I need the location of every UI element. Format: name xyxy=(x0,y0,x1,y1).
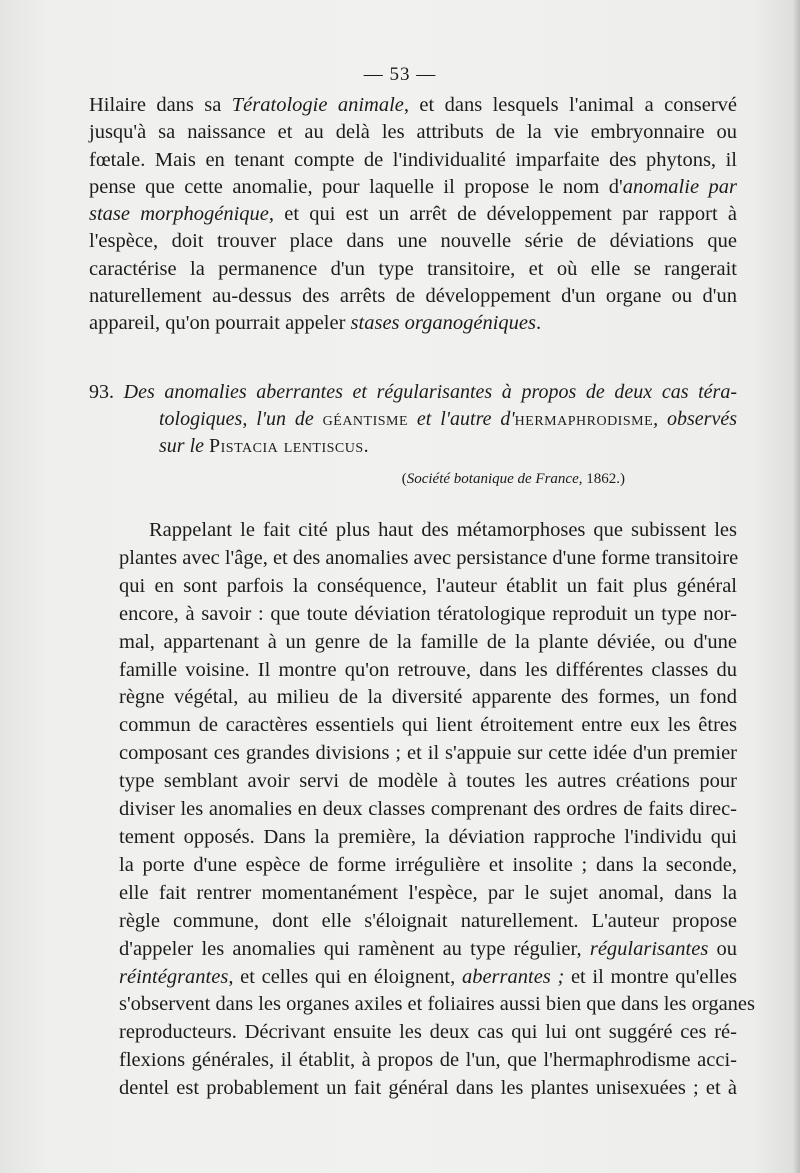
text-line: la porte d'une espèce de forme irrégulière et insolite ; dans la seconde, xyxy=(119,853,737,876)
page-edge xyxy=(794,0,800,1173)
heading-line: 93. Des anomalies aberrantes et régularisantes à propos de deux cas téra- xyxy=(89,381,737,403)
text-line: Hilaire dans sa Tératologie animale, et dans lesquels l'animal a conservé xyxy=(89,94,737,116)
text-line: type semblant avoir servi de modèle à toutes les autres créations pour xyxy=(119,770,737,793)
text-line: s'observent dans les organes axiles et foliaires aussi bien que dans les organes xyxy=(119,993,756,1016)
text-line: elle fait rentrer momentanément l'espèce, par le sujet anomal, dans la xyxy=(119,881,737,904)
section-number: 93. xyxy=(89,381,114,403)
text-line: réintégrantes, et celles qui en éloignent, aberrantes ; et il montre qu'elles xyxy=(119,965,738,988)
text-line: d'appeler les anomalies qui ramènent au type régulier, régularisantes ou xyxy=(119,937,738,960)
text-line: reproducteurs. Décrivant ensuite les deux cas qui lui ont suggéré ces ré- xyxy=(119,1021,737,1044)
text-line: plantes avec l'âge, et des anomalies avec persistance d'une forme transitoire xyxy=(119,546,739,569)
citation: (Société botanique de France, 1862.) xyxy=(401,471,625,487)
heading-line: sur le Pistacia lentiscus. xyxy=(159,435,369,457)
text-line: qui en sont parfois la conséquence, l'auteur établit un fait plus général xyxy=(119,574,737,597)
text-line: règle commune, dont elle s'éloignait naturellement. L'auteur propose xyxy=(119,909,737,932)
text-line: pense que cette anomalie, pour laquelle il propose le nom d'anomalie par xyxy=(89,175,737,198)
paragraph-main xyxy=(89,517,756,1103)
text-line: stase morphogénique, et qui est un arrêt de développement par rapport à xyxy=(89,203,737,226)
text-line: encore, à savoir : que toute déviation tératologique reproduit un type nor- xyxy=(119,602,737,625)
text-line: flexions générales, il établit, à propos de l'un, que l'hermaphrodisme acci- xyxy=(119,1049,737,1072)
text-line: commun de caractères essentiels qui lient étroitement entre eux les êtres xyxy=(119,714,737,737)
text-line: Rappelant le fait cité plus haut des métamorphoses que subissent les xyxy=(149,519,737,541)
page-number: — 53 — xyxy=(363,64,437,85)
text-line: composant ces grandes divisions ; et il s'appuie sur cette idée d'un premier xyxy=(119,742,737,765)
text-line: naturellement au-dessus des arrêts de développement d'un organe ou d'un xyxy=(89,285,737,308)
text-line: appareil, qu'on pourrait appeler stases organogéniques. xyxy=(89,312,542,335)
text-line: règne végétal, au milieu de la diversité apparente des formes, un fond xyxy=(119,686,737,709)
text-line: diviser les anomalies en deux classes comprenant des ordres de faits direc- xyxy=(119,798,737,821)
heading-line: tologiques, l'un de géantisme et l'autre d'hermaphrodisme, observés xyxy=(159,408,737,430)
text-line: mal, appartenant à un genre de la famille de la plante déviée, ou d'une xyxy=(119,630,737,653)
paragraph-intro xyxy=(89,92,737,338)
text-line: jusqu'à sa naissance et au delà les attributs de la vie embryonnaire ou xyxy=(89,121,737,144)
text-line: famille voisine. Il montre qu'on retrouve, dans les différentes classes du xyxy=(119,658,737,681)
section-heading xyxy=(89,379,737,460)
text-line: caractérise la permanence d'un type transitoire, et où elle se rangerait xyxy=(89,257,737,280)
text-line: tement opposés. Dans la première, la déviation rapproche l'individu qui xyxy=(119,825,737,848)
text-line: dentel est probablement un fait général dans les plantes unisexuées ; et à xyxy=(119,1077,737,1100)
text-line: fœtale. Mais en tenant compte de l'individualité imparfaite des phytons, il xyxy=(89,148,737,171)
text-line: l'espèce, doit trouver place dans une nouvelle série de déviations que xyxy=(89,230,737,253)
